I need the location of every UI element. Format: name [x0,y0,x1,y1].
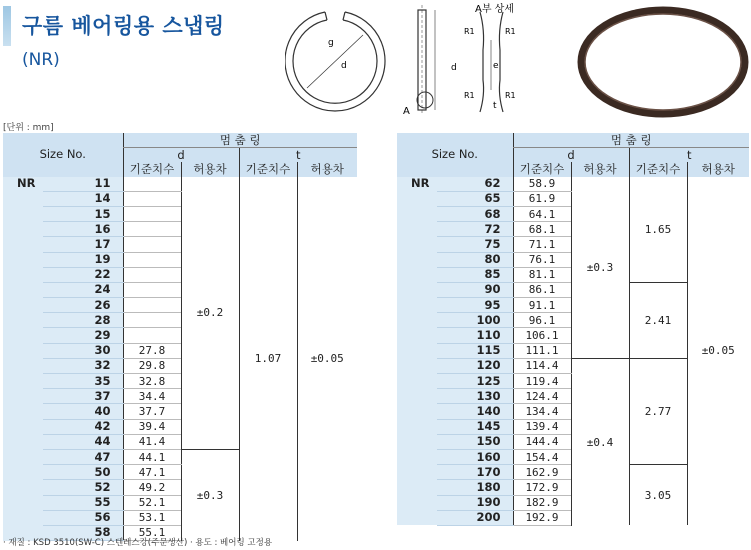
size-prefix [3,298,43,313]
size-no: 140 [437,404,513,419]
d-basic-header: 기준치수 [513,162,571,176]
size-no: 11 [43,177,123,192]
d-basic-value: 114.4 [513,358,571,373]
label-r1-c: R1 [464,91,475,100]
d-basic-value [123,191,181,206]
size-prefix [3,222,43,237]
label-d: d [341,61,347,71]
size-no: 120 [437,358,513,373]
d-basic-value: 81.1 [513,267,571,282]
title-accent-bar [3,6,11,46]
d-basic-value: 41.4 [123,434,181,449]
t-tolerance: ±0.05 [687,177,749,526]
t-basic: 1.65 [629,177,687,283]
size-no: 58 [43,525,123,540]
size-prefix [397,267,437,282]
snap-ring-diagram [285,0,575,128]
size-prefix [397,419,437,434]
d-basic-value [123,206,181,221]
size-prefix [3,191,43,206]
size-no: 145 [437,419,513,434]
size-no: 40 [43,404,123,419]
size-no: 32 [43,358,123,373]
size-prefix [3,495,43,510]
size-prefix [3,343,43,358]
d-basic-value: 134.4 [513,404,571,419]
size-prefix [397,358,437,373]
size-prefix [397,222,437,237]
t-header: t [239,148,357,163]
size-no: 17 [43,237,123,252]
d-tol-header: 허용차 [571,162,629,176]
d-basic-value: 91.1 [513,298,571,313]
size-prefix [3,465,43,480]
size-prefix [397,237,437,252]
size-prefix [397,343,437,358]
d-basic-value: 39.4 [123,419,181,434]
d-tolerance: ±0.4 [571,358,629,525]
d-basic-value: 172.9 [513,480,571,495]
d-basic-value: 182.9 [513,495,571,510]
size-no: 37 [43,389,123,404]
size-prefix [3,282,43,297]
t-basic: 3.05 [629,465,687,526]
size-prefix [3,449,43,464]
footer-note: · 재질 : KSD 3510(SW-C) 스텐레스강(주문생산) · 용도 : 베어링 고정용 [3,538,273,548]
label-r1-a: R1 [464,27,475,36]
size-no: 150 [437,434,513,449]
size-no: 130 [437,389,513,404]
snap-ring-photo [575,0,751,125]
size-no: 110 [437,328,513,343]
d-basic-value: 124.4 [513,389,571,404]
size-prefix [3,374,43,389]
d-basic-value: 55.1 [123,525,181,540]
label-t: t [493,101,497,111]
d-header: d [123,148,239,163]
label-g: g [328,38,334,48]
size-no: 19 [43,252,123,267]
d-basic-value: 86.1 [513,282,571,297]
table-row [397,177,749,192]
size-no: 47 [43,449,123,464]
spec-table-left [3,133,357,541]
d-tol-header: 허용차 [181,162,239,176]
d-basic-value [123,267,181,282]
t-tolerance: ±0.05 [297,177,357,541]
size-no: 68 [437,206,513,221]
unit-label: [단위 : mm] [3,123,54,133]
d-basic-value: 32.8 [123,374,181,389]
size-no: 90 [437,282,513,297]
size-prefix [3,510,43,525]
size-prefix [397,298,437,313]
d-basic-value: 61.9 [513,191,571,206]
size-no: 62 [437,177,513,192]
label-r1-b: R1 [505,27,516,36]
t-tol-header: 허용차 [687,162,749,176]
size-prefix [397,434,437,449]
d-basic-value [123,328,181,343]
label-detail: A부 상세 [475,4,514,15]
page-subtitle: (NR) [22,50,60,70]
size-no: 200 [437,510,513,525]
d-basic-value: 144.4 [513,434,571,449]
d-basic-value: 154.4 [513,449,571,464]
d-basic-value: 52.1 [123,495,181,510]
size-prefix [397,191,437,206]
size-no: 22 [43,267,123,282]
d-basic-value: 44.1 [123,449,181,464]
size-prefix [397,480,437,495]
size-no: 44 [43,434,123,449]
size-no: 125 [437,374,513,389]
d-basic-value: 49.2 [123,480,181,495]
size-no: 29 [43,328,123,343]
size-prefix [3,389,43,404]
size-prefix [397,206,437,221]
size-no: 80 [437,252,513,267]
d-tolerance: ±0.2 [181,177,239,450]
page-title: 구름 베어링용 스냅링 [22,14,225,38]
size-prefix [397,449,437,464]
size-no: 26 [43,298,123,313]
d-basic-value [123,237,181,252]
d-basic-value: 139.4 [513,419,571,434]
size-prefix [3,358,43,373]
d-basic-value: 76.1 [513,252,571,267]
size-no: 28 [43,313,123,328]
t-basic: 2.77 [629,358,687,464]
group-header: 멈 춤 링 [123,133,357,148]
d-tolerance: ±0.3 [571,177,629,359]
label-r1-d: R1 [505,91,516,100]
d-basic-header: 기준치수 [123,162,181,176]
size-prefix [397,465,437,480]
size-no: 160 [437,449,513,464]
d-basic-value: 106.1 [513,328,571,343]
size-prefix [3,328,43,343]
size-no: 52 [43,480,123,495]
size-prefix [397,313,437,328]
d-basic-value: 111.1 [513,343,571,358]
d-basic-value: 27.8 [123,343,181,358]
size-no: 14 [43,191,123,206]
d-basic-value [123,313,181,328]
t-header: t [629,148,749,163]
size-no: 95 [437,298,513,313]
size-prefix: NR [3,177,43,192]
size-no: 190 [437,495,513,510]
d-basic-value [123,298,181,313]
d-basic-value: 96.1 [513,313,571,328]
d-basic-value: 64.1 [513,206,571,221]
size-no: 65 [437,191,513,206]
size-prefix [3,480,43,495]
size-no-header: Size No. [397,133,513,177]
d-basic-value: 119.4 [513,374,571,389]
t-basic-header: 기준치수 [239,162,297,176]
size-prefix [3,267,43,282]
d-basic-value: 162.9 [513,465,571,480]
size-prefix [397,389,437,404]
d-basic-value [123,177,181,192]
d-basic-value: 47.1 [123,465,181,480]
size-prefix [3,404,43,419]
t-basic: 1.07 [239,177,297,541]
d-basic-value: 68.1 [513,222,571,237]
d-basic-value [123,252,181,267]
d-basic-value: 29.8 [123,358,181,373]
size-prefix [3,313,43,328]
size-no: 85 [437,267,513,282]
size-no: 16 [43,222,123,237]
size-no: 180 [437,480,513,495]
size-prefix [3,252,43,267]
d-tolerance: ±0.3 [181,449,239,540]
size-no: 42 [43,419,123,434]
t-basic-header: 기준치수 [629,162,687,176]
size-no: 30 [43,343,123,358]
t-basic: 2.41 [629,282,687,358]
size-prefix [397,282,437,297]
size-no: 15 [43,206,123,221]
d-basic-value [123,282,181,297]
spec-table-right [397,133,749,526]
d-basic-value: 37.7 [123,404,181,419]
table-row [3,177,357,192]
d-basic-value: 34.4 [123,389,181,404]
size-no: 55 [43,495,123,510]
size-prefix [397,495,437,510]
size-no: 170 [437,465,513,480]
size-no: 56 [43,510,123,525]
d-basic-value: 71.1 [513,237,571,252]
size-prefix: NR [397,177,437,192]
size-no: 115 [437,343,513,358]
d-header: d [513,148,629,163]
d-basic-value [123,222,181,237]
size-no: 75 [437,237,513,252]
d-basic-value: 53.1 [123,510,181,525]
label-a: A [403,106,410,117]
size-no: 24 [43,282,123,297]
label-e: e [493,61,499,71]
size-prefix [397,252,437,267]
size-no-header: Size No. [3,133,123,177]
d-basic-value: 192.9 [513,510,571,525]
size-no: 35 [43,374,123,389]
size-prefix [3,419,43,434]
label-d-side: d [451,63,457,73]
size-prefix [397,510,437,525]
size-prefix [3,206,43,221]
size-no: 72 [437,222,513,237]
size-no: 50 [43,465,123,480]
group-header: 멈 춤 링 [513,133,749,148]
size-no: 100 [437,313,513,328]
size-prefix [3,237,43,252]
size-prefix [3,434,43,449]
size-prefix [397,328,437,343]
t-tol-header: 허용차 [297,162,357,176]
size-prefix [397,374,437,389]
size-prefix [397,404,437,419]
d-basic-value: 58.9 [513,177,571,192]
